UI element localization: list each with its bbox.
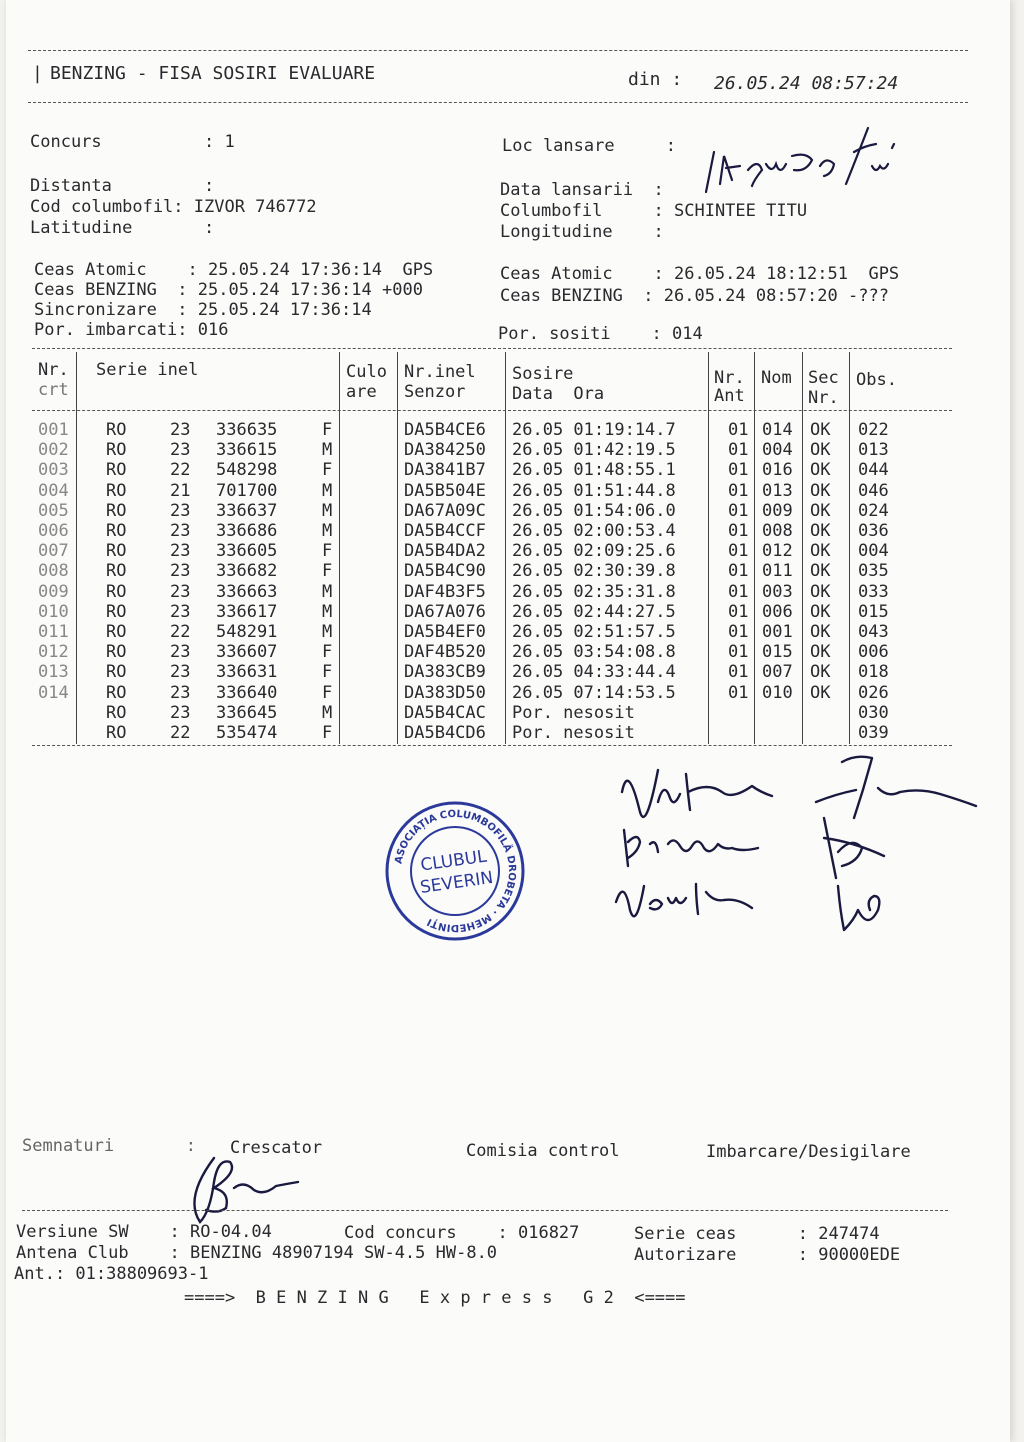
- hdr-ant: Ant: [714, 386, 745, 406]
- col-sep-5: [708, 352, 709, 744]
- info-loc-lansare: Loc lansare :: [502, 136, 676, 156]
- cell-sosire: Por. nesosit: [512, 723, 635, 743]
- cell-nr: 006: [38, 521, 69, 541]
- cell-sec: OK: [810, 682, 831, 703]
- footer-serie-ceas: Serie ceas : 247474: [634, 1224, 880, 1244]
- cell-sex: F: [322, 420, 333, 440]
- cell-tara: RO: [106, 420, 127, 440]
- cell-sosire: 26.05 01:48:55.1: [512, 460, 676, 481]
- footer-cod-concurs: Cod concurs : 016827: [344, 1223, 580, 1243]
- footer-autorizare: Autorizare : 90000EDE: [634, 1245, 901, 1265]
- cell-ant: 01: [728, 581, 749, 602]
- cell-tara: RO: [106, 541, 127, 562]
- hdr-nr-inel: Nr.inel: [404, 362, 476, 382]
- cell-sec: OK: [810, 581, 831, 602]
- footer-versiune-sw: Versiune SW : RO-04.04: [16, 1222, 272, 1242]
- cell-senzor: DAF4B3F5: [404, 581, 486, 602]
- evaluation-sheet: [6, 0, 1010, 1442]
- stamp-line-2: SEVERIN: [418, 867, 495, 898]
- cell-nom: 004: [762, 440, 793, 461]
- header-bottom-divider: [28, 102, 968, 103]
- cell-tara: RO: [106, 702, 127, 723]
- cell-nom: 001: [762, 622, 793, 642]
- info-columbofil: Columbofil : SCHINTEE TITU: [500, 201, 808, 221]
- hdr-nom: Nom: [761, 368, 792, 388]
- info-longitudine: Longitudine :: [500, 222, 664, 242]
- cell-an: 23: [170, 662, 191, 683]
- info-latitudine: Latitudine :: [30, 218, 215, 238]
- commission-signatures: [610, 752, 990, 942]
- col-sep-1: [76, 352, 77, 744]
- cell-obs: 013: [858, 440, 889, 461]
- cell-an: 23: [170, 500, 191, 521]
- cell-sex: F: [322, 541, 333, 562]
- cell-sosire: 26.05 02:35:31.8: [512, 581, 676, 602]
- col-sep-8: [849, 352, 850, 744]
- cell-sosire: 26.05 03:54:08.8: [512, 642, 676, 663]
- cell-inel: 336617: [216, 601, 278, 622]
- cell-senzor: DA383D50: [404, 682, 486, 703]
- cell-nr: 002: [38, 440, 69, 461]
- cell-an: 22: [170, 723, 191, 743]
- cell-sosire: Por. nesosit: [512, 702, 635, 723]
- cell-an: 23: [170, 601, 191, 622]
- cell-an: 23: [170, 682, 191, 703]
- cell-sec: OK: [810, 480, 831, 501]
- cell-nr: 003: [38, 460, 69, 481]
- cell-nr: 005: [38, 500, 69, 521]
- cell-ant: 01: [728, 662, 749, 683]
- table-header-top: [32, 348, 952, 349]
- hdr-sec-nr: Nr.: [808, 388, 839, 408]
- cell-obs: 026: [858, 682, 889, 703]
- hdr-serie-inel: Serie inel: [96, 360, 199, 380]
- cell-sosire: 26.05 01:19:14.7: [512, 420, 676, 440]
- table-bottom: [32, 745, 952, 746]
- cell-ant: 01: [728, 440, 749, 461]
- cell-obs: 006: [858, 642, 889, 663]
- cell-nom: 009: [762, 500, 793, 521]
- cell-ant: 01: [728, 480, 749, 501]
- cell-nr: 009: [38, 581, 69, 602]
- cell-inel: 336663: [216, 581, 278, 602]
- cell-an: 23: [170, 642, 191, 663]
- cell-sex: M: [322, 702, 333, 723]
- cell-tara: RO: [106, 601, 127, 622]
- cell-senzor: DA67A076: [404, 601, 486, 622]
- cell-sec: OK: [810, 601, 831, 622]
- cell-sex: M: [322, 521, 333, 541]
- hdr-sosire: Sosire: [512, 364, 574, 384]
- cell-nr: 008: [38, 561, 69, 582]
- cell-ant: 01: [728, 500, 749, 521]
- cell-ant: 01: [728, 561, 749, 582]
- cell-ant: 01: [728, 521, 749, 541]
- cell-an: 23: [170, 561, 191, 582]
- cell-nr: 010: [38, 601, 69, 622]
- cell-sex: M: [322, 480, 333, 501]
- cell-senzor: DA5B504E: [404, 480, 486, 501]
- cell-tara: RO: [106, 440, 127, 461]
- cell-tara: RO: [106, 561, 127, 582]
- cell-an: 21: [170, 480, 191, 501]
- cell-obs: 004: [858, 541, 889, 562]
- cell-nom: 006: [762, 601, 793, 622]
- cell-an: 23: [170, 440, 191, 461]
- cell-sex: M: [322, 601, 333, 622]
- cell-obs: 033: [858, 581, 889, 602]
- cell-nr: 014: [38, 682, 69, 703]
- cell-ant: 01: [728, 460, 749, 481]
- hdr-nr-ant: Nr.: [714, 368, 745, 388]
- cell-senzor: DAF4B520: [404, 642, 486, 663]
- cell-nom: 013: [762, 480, 793, 501]
- cell-inel: 336615: [216, 440, 278, 461]
- cell-sosire: 26.05 02:00:53.4: [512, 521, 676, 541]
- porumbei-sositi: Por. sositi : 014: [498, 324, 703, 344]
- cell-ant: 01: [728, 420, 749, 440]
- cell-nom: 003: [762, 581, 793, 602]
- col-sep-6: [754, 352, 755, 744]
- cell-nr: 011: [38, 622, 69, 642]
- cell-an: 23: [170, 541, 191, 562]
- cell-nr: 012: [38, 642, 69, 663]
- cell-sosire: 26.05 01:51:44.8: [512, 480, 676, 501]
- page-title: BENZING - FISA SOSIRI EVALUARE: [50, 63, 376, 84]
- cell-sec: OK: [810, 662, 831, 683]
- hdr-sec: Sec: [808, 368, 839, 388]
- cell-senzor: DA5B4CAC: [404, 702, 486, 723]
- cell-obs: 018: [858, 662, 889, 683]
- cell-sex: F: [322, 723, 333, 743]
- cell-sosire: 26.05 01:54:06.0: [512, 500, 676, 521]
- cell-inel: 336637: [216, 500, 278, 521]
- cell-sosire: 26.05 01:42:19.5: [512, 440, 676, 461]
- cell-nr: 007: [38, 541, 69, 562]
- cell-sex: M: [322, 440, 333, 461]
- date-label: din :: [628, 69, 683, 90]
- stamp-ring-text: ASOCIAȚIA COLUMBOFILĂ DROBETA · MEHEDINȚI: [393, 808, 518, 934]
- cell-obs: 024: [858, 500, 889, 521]
- info-data-lansarii: Data lansarii :: [500, 180, 664, 200]
- cell-nr: 001: [38, 420, 69, 440]
- hdr-data-ora: Data Ora: [512, 384, 605, 404]
- cell-inel: 336605: [216, 541, 278, 562]
- cell-tara: RO: [106, 642, 127, 663]
- col-sep-4: [505, 352, 506, 744]
- cell-senzor: DA384250: [404, 440, 486, 461]
- cell-obs: 015: [858, 601, 889, 622]
- cell-ant: 01: [728, 622, 749, 642]
- cell-an: 22: [170, 622, 191, 642]
- print-date: 26.05.24 08:57:24: [714, 73, 899, 94]
- cell-nom: 015: [762, 642, 793, 663]
- cell-inel: 336640: [216, 682, 278, 703]
- cell-tara: RO: [106, 500, 127, 521]
- cell-sec: OK: [810, 460, 831, 481]
- cell-sosire: 26.05 07:14:53.5: [512, 682, 676, 703]
- cell-an: 22: [170, 460, 191, 481]
- cell-ant: 01: [728, 601, 749, 622]
- cell-sex: M: [322, 500, 333, 521]
- cell-inel: 336645: [216, 702, 278, 723]
- cell-senzor: DA383CB9: [404, 662, 486, 683]
- cell-sec: OK: [810, 420, 831, 440]
- footer-antenna-id: Ant.: 01:38809693-1: [14, 1264, 209, 1284]
- cell-sosire: 26.05 02:30:39.8: [512, 561, 676, 582]
- cell-tara: RO: [106, 480, 127, 501]
- cell-tara: RO: [106, 521, 127, 541]
- col-sep-7: [802, 352, 803, 744]
- header-bar: |: [32, 63, 43, 84]
- cell-sosire: 26.05 02:09:25.6: [512, 541, 676, 562]
- cell-sex: F: [322, 682, 333, 703]
- cell-ant: 01: [728, 541, 749, 562]
- cell-senzor: DA5B4C90: [404, 561, 486, 582]
- cell-nom: 016: [762, 460, 793, 481]
- cell-sec: OK: [810, 521, 831, 541]
- cell-an: 23: [170, 581, 191, 602]
- hdr-culoare-2: are: [346, 382, 377, 402]
- cell-sosire: 26.05 02:44:27.5: [512, 601, 676, 622]
- cell-an: 23: [170, 521, 191, 541]
- cell-inel: 701700: [216, 480, 278, 501]
- cell-inel: 336635: [216, 420, 278, 440]
- cell-inel: 336631: [216, 662, 278, 683]
- cell-sex: M: [322, 581, 333, 602]
- cell-sosire: 26.05 02:51:57.5: [512, 622, 676, 642]
- cell-sec: OK: [810, 500, 831, 521]
- info-cod-columbofil: Cod columbofil: IZVOR 746772: [30, 197, 317, 217]
- cell-nom: 007: [762, 662, 793, 683]
- cell-senzor: DA5B4CD6: [404, 723, 486, 743]
- hdr-senzor: Senzor: [404, 382, 466, 402]
- cell-nr: 013: [38, 662, 69, 683]
- crescator-label: Crescator: [230, 1138, 323, 1158]
- cell-sec: OK: [810, 440, 831, 461]
- cell-inel: 548298: [216, 460, 278, 481]
- header-top-divider: [28, 50, 968, 51]
- cell-tara: RO: [106, 662, 127, 683]
- cell-sec: OK: [810, 622, 831, 642]
- cell-inel: 548291: [216, 622, 278, 642]
- cell-senzor: DA5B4CE6: [404, 420, 486, 440]
- col-sep-2: [339, 352, 340, 744]
- cell-inel: 336686: [216, 521, 278, 541]
- cell-ant: 01: [728, 642, 749, 663]
- footer-divider: [22, 1210, 948, 1211]
- cell-sec: OK: [810, 642, 831, 663]
- col-sep-3: [397, 352, 398, 744]
- cell-obs: 035: [858, 561, 889, 582]
- handwritten-launch-place-signature: [696, 122, 916, 197]
- cell-senzor: DA67A09C: [404, 500, 486, 521]
- cell-an: 23: [170, 420, 191, 440]
- cell-nom: 014: [762, 420, 793, 440]
- cell-sex: F: [322, 642, 333, 663]
- breeder-signature: [174, 1138, 314, 1228]
- cell-nom: 012: [762, 541, 793, 562]
- porumbei-imbarcati: Por. imbarcati: 016: [34, 320, 229, 340]
- cell-nr: 004: [38, 480, 69, 501]
- ceas-benzing-end: Ceas BENZING : 26.05.24 08:57:20 -???: [500, 286, 889, 306]
- cell-obs: 030: [858, 702, 889, 723]
- cell-tara: RO: [106, 622, 127, 642]
- cell-an: 23: [170, 702, 191, 723]
- hdr-culoare-1: Culo: [346, 362, 387, 382]
- cell-ant: 01: [728, 682, 749, 703]
- footer-antena-club: Antena Club : BENZING 48907194 SW-4.5 HW-8.0: [16, 1243, 498, 1263]
- cell-obs: 036: [858, 521, 889, 541]
- cell-obs: 043: [858, 622, 889, 642]
- club-stamp: [384, 800, 526, 942]
- cell-tara: RO: [106, 723, 127, 743]
- ceas-benzing-start: Ceas BENZING : 25.05.24 17:36:14 +000: [34, 280, 423, 300]
- footer-brand: ====> B E N Z I N G E x p r e s s G 2 <====: [184, 1288, 686, 1308]
- cell-obs: 039: [858, 723, 889, 743]
- info-concurs: Concurs : 1: [30, 132, 235, 152]
- cell-senzor: DA5B4EF0: [404, 622, 486, 642]
- cell-nom: 008: [762, 521, 793, 541]
- cell-nom: 011: [762, 561, 793, 582]
- cell-tara: RO: [106, 581, 127, 602]
- table-header-bottom: [32, 410, 952, 411]
- cell-senzor: DA5B4DA2: [404, 541, 486, 562]
- semnaturi-label: Semnaturi :: [22, 1136, 196, 1156]
- cell-sex: F: [322, 662, 333, 683]
- cell-tara: RO: [106, 460, 127, 481]
- cell-sex: F: [322, 460, 333, 481]
- cell-tara: RO: [106, 682, 127, 703]
- hdr-nr: Nr.: [38, 360, 69, 380]
- cell-sec: OK: [810, 541, 831, 562]
- cell-inel: 336607: [216, 642, 278, 663]
- hdr-crt: crt: [38, 380, 69, 400]
- cell-nom: 010: [762, 682, 793, 703]
- cell-senzor: DA5B4CCF: [404, 521, 486, 541]
- sincronizare: Sincronizare : 25.05.24 17:36:14: [34, 300, 372, 320]
- cell-sosire: 26.05 04:33:44.4: [512, 662, 676, 683]
- cell-obs: 022: [858, 420, 889, 440]
- stamp-line-1: CLUBUL: [419, 846, 488, 876]
- cell-inel: 336682: [216, 561, 278, 582]
- cell-sec: OK: [810, 561, 831, 582]
- comisia-control-label: Comisia control: [466, 1141, 620, 1161]
- cell-senzor: DA3841B7: [404, 460, 486, 481]
- cell-inel: 535474: [216, 723, 278, 743]
- ceas-atomic-end: Ceas Atomic : 26.05.24 18:12:51 GPS: [500, 264, 900, 284]
- hdr-obs: Obs.: [856, 370, 897, 390]
- ceas-atomic-start: Ceas Atomic : 25.05.24 17:36:14 GPS: [34, 260, 434, 280]
- cell-sex: F: [322, 561, 333, 582]
- imbarcare-label: Imbarcare/Desigilare: [706, 1142, 911, 1162]
- info-distanta: Distanta :: [30, 176, 215, 196]
- cell-obs: 044: [858, 460, 889, 481]
- cell-sex: M: [322, 622, 333, 642]
- cell-obs: 046: [858, 480, 889, 501]
